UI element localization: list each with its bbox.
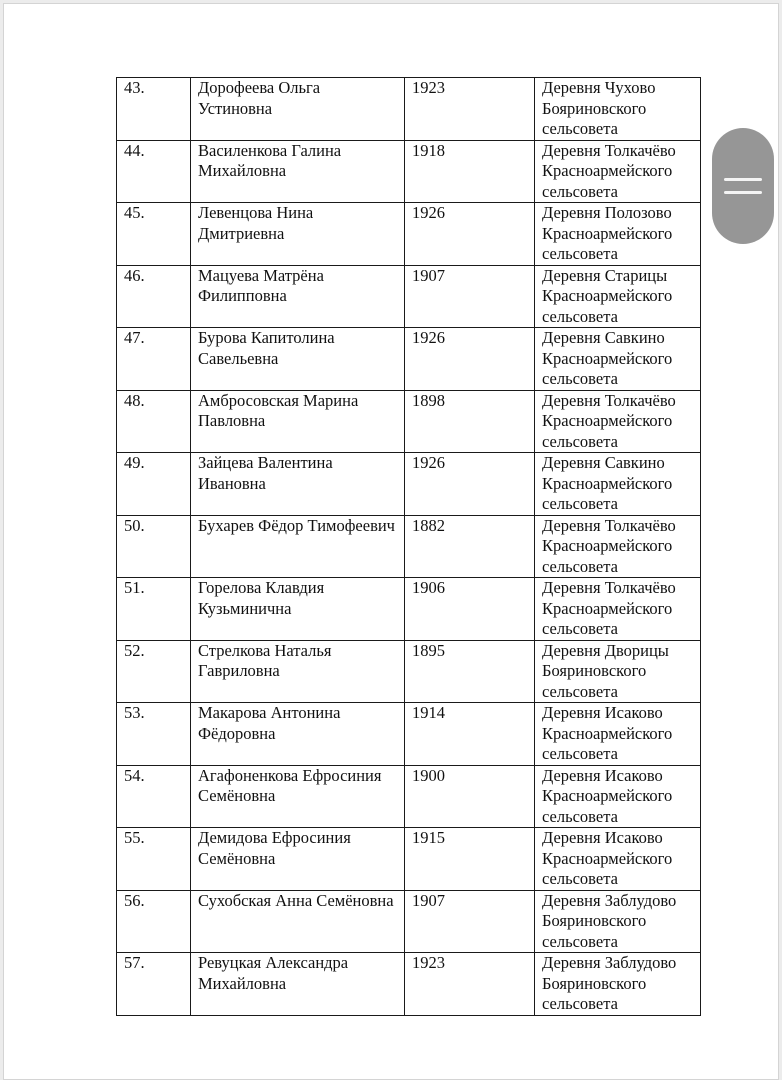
place-cell: [535, 453, 701, 516]
table-row: [117, 78, 701, 141]
year-cell: [405, 78, 535, 141]
person-name: Горелова Клавдия Кузьминична: [198, 578, 325, 618]
table-row: [117, 453, 701, 516]
person-name: Амбросовская Марина Павловна: [198, 390, 359, 430]
drag-handle-icon: [724, 178, 762, 181]
table-row: [117, 828, 701, 891]
person-name: Зайцева Валентина Ивановна: [198, 453, 333, 493]
year-cell: [405, 453, 535, 516]
year-cell: [405, 828, 535, 891]
birth-year: 1895: [412, 640, 445, 660]
birth-year: 1900: [412, 765, 445, 785]
table-row: [117, 390, 701, 453]
person-name: Дорофеева Ольга Устиновна: [198, 78, 321, 118]
row-number-cell: [117, 328, 191, 391]
birth-year: 1906: [412, 578, 445, 597]
person-name: Сухобская Анна Семёновна: [198, 890, 394, 910]
name-cell: [191, 78, 405, 141]
name-cell: [191, 265, 405, 328]
place-cell: [535, 578, 701, 641]
name-cell: [191, 890, 405, 953]
birth-year: 1918: [412, 140, 445, 160]
drag-handle-icon: [724, 191, 762, 194]
year-cell: [405, 265, 535, 328]
row-number-cell: [117, 265, 191, 328]
document-page: [3, 3, 779, 1080]
row-number-cell: [117, 578, 191, 641]
row-number: 49.: [124, 453, 145, 472]
place-cell: [535, 703, 701, 766]
row-number: 46.: [124, 265, 145, 285]
row-number-cell: [117, 703, 191, 766]
row-number-cell: [117, 453, 191, 516]
row-number-cell: [117, 640, 191, 703]
row-number-cell: [117, 390, 191, 453]
birth-year: 1907: [412, 265, 445, 285]
person-name: Бухарев Фёдор Тимофеевич: [198, 515, 395, 535]
birth-place: Деревня Заблудово Бояриновского сельсовета: [542, 953, 677, 1013]
row-number-cell: [117, 203, 191, 266]
place-cell: [535, 390, 701, 453]
birth-place: Деревня Толкачёво Красноармейского сельсовета: [542, 578, 676, 638]
place-cell: [535, 890, 701, 953]
place-cell: [535, 203, 701, 266]
row-number: 57.: [124, 953, 145, 972]
place-cell: [535, 328, 701, 391]
birth-place: Деревня Старицы Красноармейского сельсовета: [542, 265, 673, 326]
table-row: [117, 578, 701, 641]
birth-place: Деревня Исаково Красноармейского сельсовета: [542, 765, 673, 826]
name-cell: [191, 203, 405, 266]
place-cell: [535, 140, 701, 203]
table-row: [117, 765, 701, 828]
person-name: Василенкова Галина Михайловна: [198, 140, 342, 180]
name-cell: [191, 453, 405, 516]
place-cell: [535, 265, 701, 328]
birth-place: Деревня Савкино Красноармейского сельсовета: [542, 453, 673, 513]
name-cell: [191, 640, 405, 703]
row-number: 56.: [124, 890, 145, 910]
people-table-body: [117, 78, 701, 1016]
table-row: [117, 640, 701, 703]
place-cell: [535, 78, 701, 141]
name-cell: [191, 828, 405, 891]
place-cell: [535, 515, 701, 578]
table-row: [117, 703, 701, 766]
table-row: [117, 203, 701, 266]
row-number-cell: [117, 828, 191, 891]
row-number: 50.: [124, 515, 145, 535]
birth-year: 1898: [412, 390, 445, 410]
person-name: Стрелкова Наталья Гавриловна: [198, 640, 332, 680]
scroll-handle[interactable]: [712, 128, 774, 244]
row-number: 53.: [124, 703, 145, 722]
year-cell: [405, 515, 535, 578]
row-number: 54.: [124, 765, 145, 785]
name-cell: [191, 390, 405, 453]
table-row: [117, 140, 701, 203]
row-number-cell: [117, 78, 191, 141]
place-cell: [535, 828, 701, 891]
year-cell: [405, 953, 535, 1016]
place-cell: [535, 953, 701, 1016]
birth-place: Деревня Заблудово Бояриновского сельсовета: [542, 890, 677, 951]
birth-place: Деревня Толкачёво Красноармейского сельсовета: [542, 390, 676, 451]
birth-year: 1923: [412, 78, 445, 97]
birth-place: Деревня Исаково Красноармейского сельсовета: [542, 703, 673, 763]
table-row: [117, 265, 701, 328]
birth-place: Деревня Толкачёво Красноармейского сельсовета: [542, 515, 676, 576]
birth-place: Деревня Полозово Красноармейского сельсовета: [542, 203, 673, 263]
table-row: [117, 890, 701, 953]
person-name: Бурова Капитолина Савельевна: [198, 328, 335, 368]
row-number: 51.: [124, 578, 145, 597]
year-cell: [405, 328, 535, 391]
birth-place: Деревня Савкино Красноармейского сельсовета: [542, 328, 673, 388]
birth-place: Деревня Дворицы Бояриновского сельсовета: [542, 640, 669, 701]
person-name: Левенцова Нина Дмитриевна: [198, 203, 314, 243]
birth-year: 1923: [412, 953, 445, 972]
table-row: [117, 515, 701, 578]
name-cell: [191, 953, 405, 1016]
row-number: 52.: [124, 640, 145, 660]
birth-place: Деревня Исаково Красноармейского сельсовета: [542, 828, 673, 888]
year-cell: [405, 703, 535, 766]
name-cell: [191, 515, 405, 578]
year-cell: [405, 890, 535, 953]
row-number: 44.: [124, 140, 145, 160]
birth-year: 1915: [412, 828, 445, 847]
year-cell: [405, 203, 535, 266]
place-cell: [535, 765, 701, 828]
row-number: 55.: [124, 828, 145, 847]
row-number: 47.: [124, 328, 145, 347]
name-cell: [191, 578, 405, 641]
row-number-cell: [117, 953, 191, 1016]
birth-place: Деревня Чухово Бояриновского сельсовета: [542, 78, 656, 138]
year-cell: [405, 578, 535, 641]
name-cell: [191, 328, 405, 391]
birth-year: 1926: [412, 453, 445, 472]
table-row: [117, 953, 701, 1016]
row-number-cell: [117, 515, 191, 578]
row-number: 45.: [124, 203, 145, 222]
birth-place: Деревня Толкачёво Красноармейского сельсовета: [542, 140, 676, 201]
row-number-cell: [117, 890, 191, 953]
row-number-cell: [117, 140, 191, 203]
table-row: [117, 328, 701, 391]
person-name: Мацуева Матрёна Филипповна: [198, 265, 324, 305]
year-cell: [405, 640, 535, 703]
name-cell: [191, 765, 405, 828]
name-cell: [191, 703, 405, 766]
year-cell: [405, 765, 535, 828]
row-number-cell: [117, 765, 191, 828]
name-cell: [191, 140, 405, 203]
person-name: Демидова Ефросиния Семёновна: [198, 828, 351, 868]
year-cell: [405, 390, 535, 453]
birth-year: 1914: [412, 703, 445, 722]
row-number: 48.: [124, 390, 145, 410]
birth-year: 1907: [412, 890, 445, 910]
person-name: Макарова Антонина Фёдоровна: [198, 703, 341, 743]
birth-year: 1926: [412, 203, 445, 222]
place-cell: [535, 640, 701, 703]
row-number: 43.: [124, 78, 145, 97]
person-name: Ревуцкая Александра Михайловна: [198, 953, 349, 993]
birth-year: 1882: [412, 515, 445, 535]
person-name: Агафоненкова Ефросиния Семёновна: [198, 765, 382, 805]
birth-year: 1926: [412, 328, 445, 347]
year-cell: [405, 140, 535, 203]
people-table: [116, 77, 701, 1016]
